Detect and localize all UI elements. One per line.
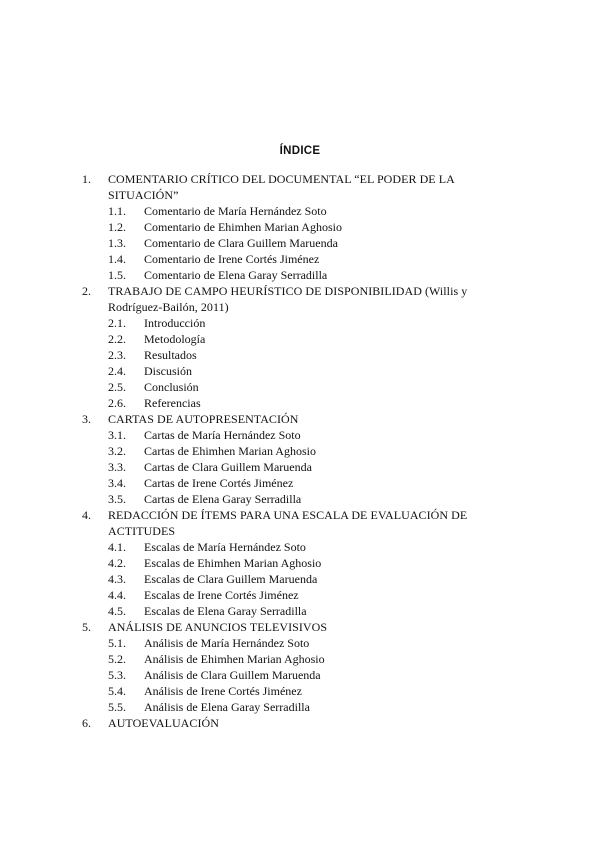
toc-subsection-number: 2.5. [108, 380, 126, 394]
toc-subsection [0, 555, 600, 571]
toc-subsection-label: Cartas de Ehimhen Marian Aghosio [144, 444, 316, 458]
toc-subsection-number: 3.2. [108, 444, 126, 458]
toc-subsection [0, 491, 600, 507]
toc-subsection-label: Introducción [144, 316, 206, 330]
toc-subsection-number: 1.3. [108, 236, 126, 250]
toc-subsection-label: Análisis de María Hernández Soto [144, 636, 310, 650]
toc-section-heading [0, 283, 478, 315]
toc-subsection-label: Comentario de Irene Cortés Jiménez [144, 252, 320, 266]
toc-subsection [0, 219, 600, 235]
toc-subsection [0, 363, 600, 379]
toc-subsection-number: 5.4. [108, 684, 126, 698]
toc-section-number: 5. [82, 620, 91, 634]
toc-subsection-number: 2.3. [108, 348, 126, 362]
toc-subsection [0, 587, 600, 603]
toc-subsection [0, 235, 600, 251]
toc-section-title-line: ANÁLISIS DE ANUNCIOS TELEVISIVOS [108, 620, 328, 634]
toc-subsection-label: Comentario de Clara Guillem Maruenda [144, 236, 338, 250]
toc-subsection-label: Análisis de Clara Guillem Maruenda [144, 668, 321, 682]
toc-subsection-label: Conclusión [144, 380, 199, 394]
toc-subsection [0, 699, 600, 715]
page-title: ÍNDICE [279, 145, 321, 157]
toc-section-number: 3. [82, 412, 91, 426]
toc-section-heading [0, 411, 478, 427]
toc-section-title-line: ACTITUDES [108, 524, 176, 538]
toc-section-heading [0, 715, 478, 731]
toc-section-title-line: TRABAJO DE CAMPO HEURÍSTICO DE DISPONIBILIDAD (Willis y [108, 284, 468, 298]
toc-subsection-label: Cartas de María Hernández Soto [144, 428, 301, 442]
toc-subsection [0, 331, 600, 347]
toc-subsection-number: 3.4. [108, 476, 126, 490]
toc-subsection-label: Cartas de Elena Garay Serradilla [144, 492, 302, 506]
toc-section [0, 507, 600, 619]
toc-subsection-label: Comentario de Ehimhen Marian Aghosio [144, 220, 342, 234]
toc-subsection-number: 1.4. [108, 252, 126, 266]
toc-subsection-number: 3.1. [108, 428, 126, 442]
toc-subsection [0, 571, 600, 587]
toc-subsection-number: 2.1. [108, 316, 126, 330]
toc-subsection-label: Escalas de Clara Guillem Maruenda [144, 572, 318, 586]
toc-section-title-line: COMENTARIO CRÍTICO DEL DOCUMENTAL “EL PODER DE LA [108, 172, 455, 186]
toc-subsection-number: 2.4. [108, 364, 126, 378]
toc-subsection [0, 459, 600, 475]
toc-subsection-label: Análisis de Ehimhen Marian Aghosio [144, 652, 325, 666]
toc-subsection-label: Cartas de Irene Cortés Jiménez [144, 476, 294, 490]
toc-section-number: 1. [82, 172, 91, 186]
toc-subsection [0, 251, 600, 267]
toc-subsection-number: 4.1. [108, 540, 126, 554]
toc-subsection [0, 603, 600, 619]
toc-subsection-number: 5.1. [108, 636, 126, 650]
toc-subsection-number: 5.3. [108, 668, 126, 682]
toc-subsection [0, 635, 600, 651]
toc-subsection [0, 683, 600, 699]
toc-section-heading [0, 507, 478, 539]
toc-section-title-line: CARTAS DE AUTOPRESENTACIÓN [108, 412, 299, 426]
toc-section-heading [0, 171, 478, 203]
toc-subsection-number: 4.2. [108, 556, 126, 570]
toc-subsection-number: 3.5. [108, 492, 126, 506]
toc-subsection-label: Cartas de Clara Guillem Maruenda [144, 460, 312, 474]
toc-section [0, 715, 600, 731]
toc-subsection-label: Escalas de Ehimhen Marian Aghosio [144, 556, 322, 570]
toc-subsection-number: 4.3. [108, 572, 126, 586]
toc-subsection-label: Escalas de María Hernández Soto [144, 540, 306, 554]
toc-subsection-label: Referencias [144, 396, 201, 410]
toc-subsection-number: 5.5. [108, 700, 126, 714]
toc-section-heading [0, 619, 478, 635]
toc-subsection-label: Comentario de María Hernández Soto [144, 204, 327, 218]
toc-subsection [0, 427, 600, 443]
toc-subsection [0, 315, 600, 331]
toc-subsection [0, 203, 600, 219]
toc-subsection-number: 2.2. [108, 332, 126, 346]
toc-subsection-label: Resultados [144, 348, 197, 362]
toc-subsection-label: Escalas de Elena Garay Serradilla [144, 604, 307, 618]
toc-subsection-label: Metodología [144, 332, 206, 346]
toc-section-number: 2. [82, 284, 91, 298]
toc-subsection [0, 667, 600, 683]
toc-section-title-line: SITUACIÓN” [108, 188, 179, 202]
toc-subsection-number: 3.3. [108, 460, 126, 474]
toc-subsection-label: Análisis de Irene Cortés Jiménez [144, 684, 302, 698]
toc-subsection-number: 2.6. [108, 396, 126, 410]
toc-section [0, 411, 600, 507]
toc-subsection [0, 267, 600, 283]
toc-subsection [0, 347, 600, 363]
toc-subsection [0, 395, 600, 411]
toc-subsection [0, 539, 600, 555]
toc-subsection [0, 379, 600, 395]
toc-subsection-label: Discusión [144, 364, 192, 378]
toc-subsection [0, 443, 600, 459]
toc-subsection-number: 1.1. [108, 204, 126, 218]
toc-section [0, 283, 600, 411]
toc-subsection-number: 4.4. [108, 588, 126, 602]
toc-section-title-line: AUTOEVALUACIÓN [108, 716, 219, 730]
toc-subsection [0, 651, 600, 667]
table-of-contents [0, 171, 600, 731]
toc-section [0, 619, 600, 715]
toc-subsection-label: Comentario de Elena Garay Serradilla [144, 268, 328, 282]
toc-section-title-line: REDACCIÓN DE ÍTEMS PARA UNA ESCALA DE EVALUACIÓN DE [108, 508, 468, 522]
toc-subsection [0, 475, 600, 491]
toc-subsection-number: 5.2. [108, 652, 126, 666]
toc-subsection-number: 1.5. [108, 268, 126, 282]
toc-subsection-number: 1.2. [108, 220, 126, 234]
toc-subsection-label: Análisis de Elena Garay Serradilla [144, 700, 310, 714]
toc-section-number: 6. [82, 716, 91, 730]
toc-subsection-label: Escalas de Irene Cortés Jiménez [144, 588, 299, 602]
toc-section-number: 4. [82, 508, 91, 522]
toc-section [0, 171, 600, 283]
toc-section-title-line: Rodríguez-Bailón, 2011) [108, 300, 229, 314]
toc-subsection-number: 4.5. [108, 604, 126, 618]
